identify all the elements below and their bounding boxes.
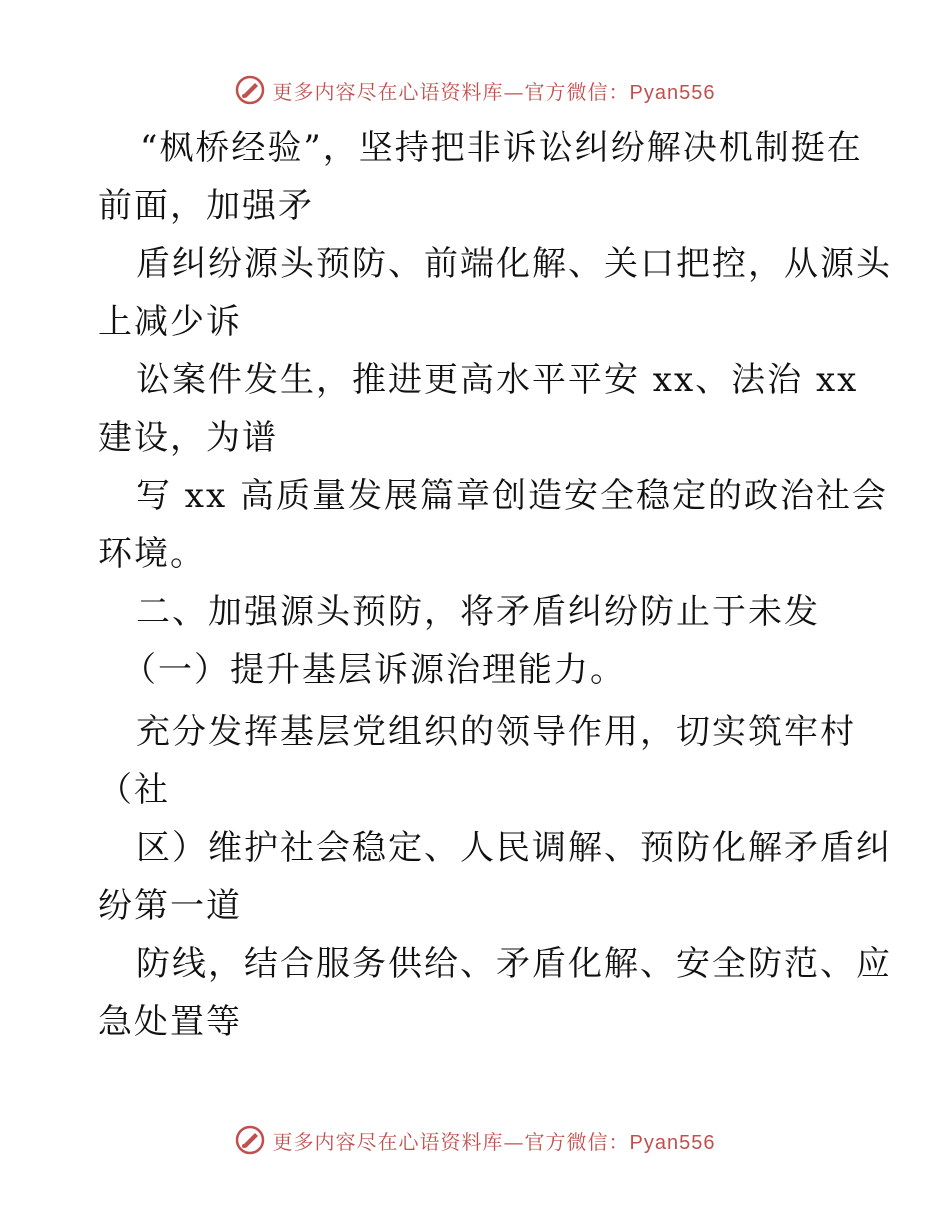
body-line: 讼案件发生，推进更高水平平安 xx、法治 xx (136, 360, 859, 400)
subsection-heading: （一）提升基层诉源治理能力。 (122, 650, 626, 690)
body-line: 上减少诉 (98, 302, 242, 342)
watermark-logo-icon (235, 75, 265, 105)
body-line: 前面，加强矛 (98, 186, 314, 226)
body-line: 防线，结合服务供给、矛盾化解、安全防范、应 (136, 944, 892, 984)
body-line: 建设，为谱 (98, 418, 278, 458)
header-watermark (0, 70, 950, 110)
body-line: 急处置等 (98, 1002, 242, 1042)
body-line: 环境。 (98, 534, 206, 574)
watermark-logo-icon (235, 1125, 265, 1155)
body-line: 写 xx 高质量发展篇章创造安全稳定的政治社会 (136, 476, 888, 516)
watermark-text: 更多内容尽在心语资料库—官方微信：Pyan556 (272, 79, 716, 104)
footer-watermark (0, 1120, 950, 1160)
body-line: “枫桥经验”，坚持把非诉讼纠纷解决机制挺在 (140, 128, 863, 168)
watermark-text: 更多内容尽在心语资料库—官方微信：Pyan556 (272, 1129, 716, 1154)
section-heading: 二、加强源头预防，将矛盾纠纷防止于未发 (136, 592, 820, 632)
body-line: 纷第一道 (98, 886, 242, 926)
body-line: 充分发挥基层党组织的领导作用，切实筑牢村 (136, 712, 856, 752)
body-line: 区）维护社会稳定、人民调解、预防化解矛盾纠 (136, 828, 892, 868)
body-line: （社 (98, 770, 170, 810)
body-line: 盾纠纷源头预防、前端化解、关口把控，从源头 (136, 244, 892, 284)
